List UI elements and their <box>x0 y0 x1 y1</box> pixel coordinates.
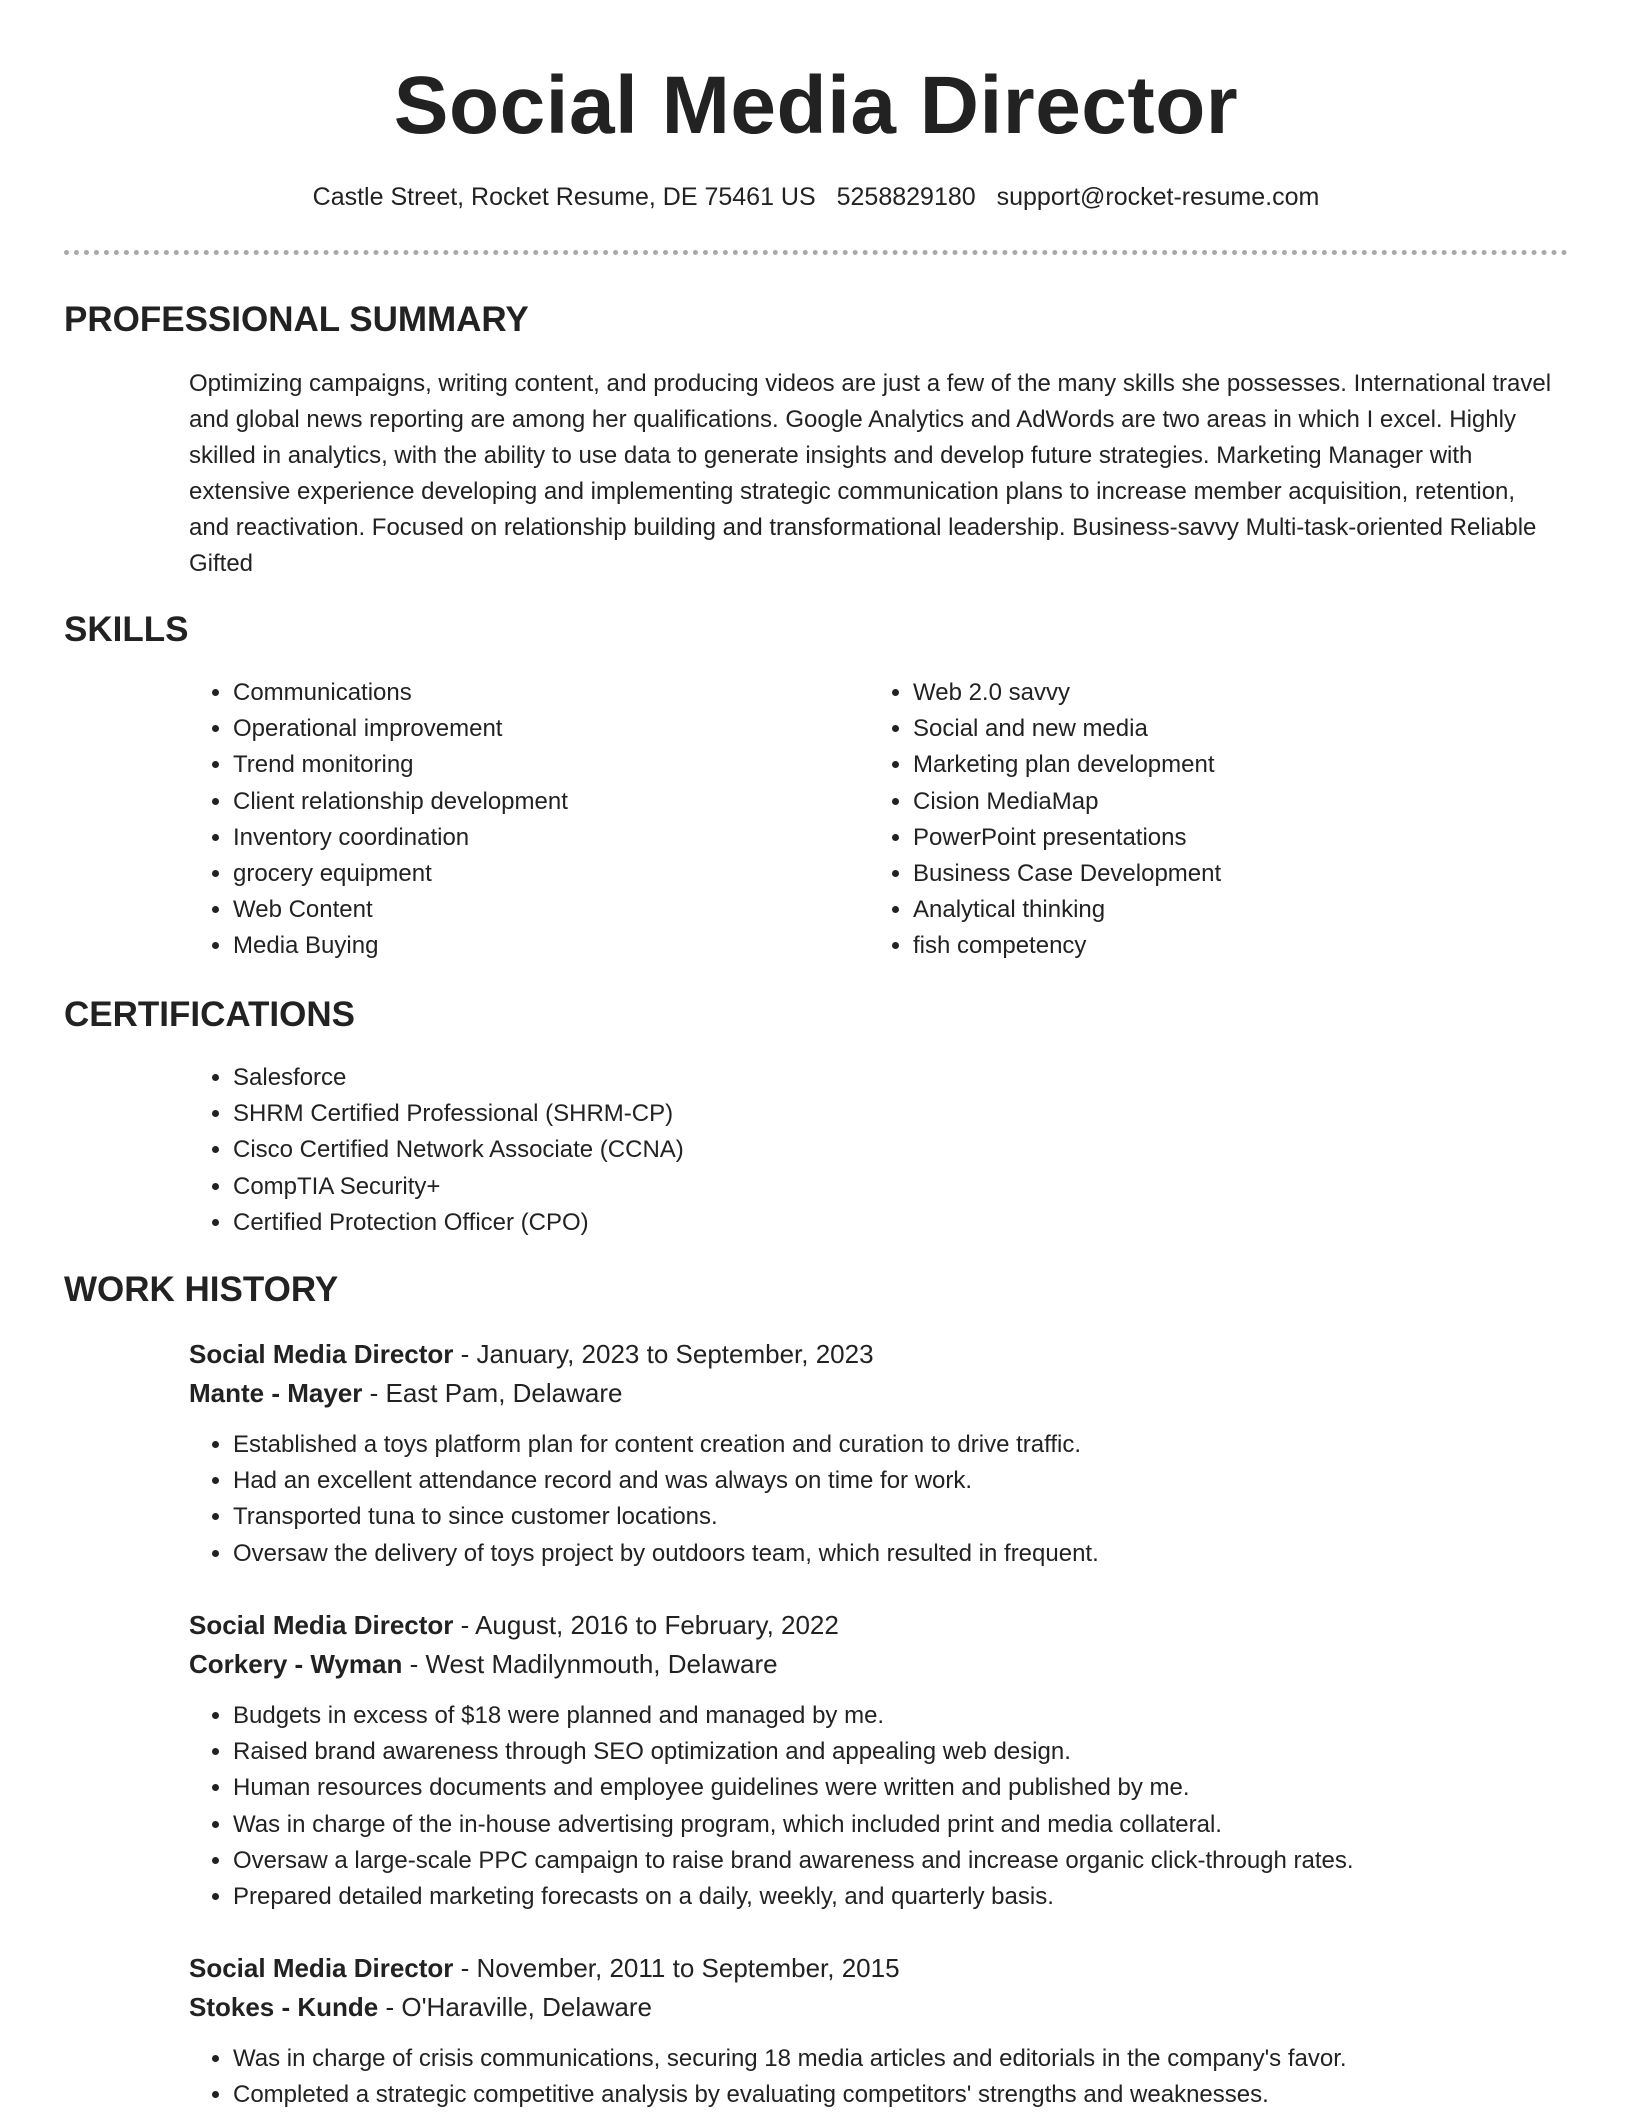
job-bullet: • Human resources documents and employee guidelines were written and published by me. <box>233 1770 1560 1806</box>
skills-list-right <box>869 675 1553 965</box>
certification-item: • CompTIA Security+ <box>233 1169 684 1205</box>
skills-heading: SKILLS <box>64 610 189 649</box>
header-divider <box>64 250 1568 255</box>
skill-item: • Business Case Development <box>913 856 1553 892</box>
job-role: Social Media Director <box>189 1953 454 1983</box>
job-bullet: • Raised brand awareness through SEO optimization and appealing web design. <box>233 1734 1560 1770</box>
job-title-line <box>189 1949 1560 1988</box>
skill-item: • Cision MediaMap <box>913 784 1553 820</box>
contact-phone: 5258829180 <box>836 183 976 211</box>
skill-item: • Communications <box>233 675 873 711</box>
skill-item: • PowerPoint presentations <box>913 820 1553 856</box>
candidate-name: Social Media Director <box>393 60 1239 151</box>
skill-item: • Operational improvement <box>233 711 873 747</box>
job-bullets <box>189 1427 1560 1572</box>
job-location: - O'Haraville, Delaware <box>378 1992 652 2022</box>
skill-item: • Analytical thinking <box>913 892 1553 928</box>
job-bullet: • Was in charge of the in-house advertising program, which included print and media collateral. <box>233 1807 1560 1843</box>
skill-item: • Social and new media <box>913 711 1553 747</box>
job-role: Social Media Director <box>189 1610 454 1640</box>
summary-heading: PROFESSIONAL SUMMARY <box>64 300 529 339</box>
job-bullets <box>189 1698 1560 1915</box>
job-bullet: • Transported tuna to since customer locations. <box>233 1499 1560 1535</box>
job-bullet: • Prepared detailed marketing forecasts on a daily, weekly, and quarterly basis. <box>233 1879 1560 1915</box>
job-entry <box>189 1606 1560 1915</box>
certification-item: • SHRM Certified Professional (SHRM-CP) <box>233 1096 684 1132</box>
skill-item: • Marketing plan development <box>913 747 1553 783</box>
skill-item: • Inventory coordination <box>233 820 873 856</box>
job-company-line <box>189 1645 1560 1684</box>
job-bullet: • Completed a strategic competitive analysis by evaluating competitors' strengths and weaknesses. <box>233 2077 1560 2113</box>
job-title-line <box>189 1606 1560 1645</box>
job-title-line <box>189 1335 1560 1374</box>
job-dates: - November, 2011 to September, 2015 <box>453 1953 900 1983</box>
skill-item: • Client relationship development <box>233 784 873 820</box>
job-entry <box>189 1335 1560 1572</box>
job-bullet: • Oversaw a large-scale PPC campaign to raise brand awareness and increase organic click-through rates. <box>233 1843 1560 1879</box>
job-dates: - August, 2016 to February, 2022 <box>453 1610 839 1640</box>
certification-item: • Salesforce <box>233 1060 684 1096</box>
certifications-list <box>189 1060 684 1241</box>
summary-text: Optimizing campaigns, writing content, and producing videos are just a few of the many skills she possesses. International travel and global news reporting are among her qualifications. Google Analytics and AdWords are two areas in which I excel. Highly skilled in analytics, with the ability to use data to generate insights and develop future strategies. Marketing Manager with extensive experience developing and implementing strategic communication plans to increase member acquisition, retention, and reactivation. Focused on relationship building and transformational leadership. Business-savvy Multi-task-oriented Reliable Gifted <box>189 370 1552 577</box>
job-entry <box>189 1949 1560 2113</box>
job-bullet: • Had an excellent attendance record and was always on time for work. <box>233 1463 1560 1499</box>
skill-item: • grocery equipment <box>233 856 873 892</box>
job-role: Social Media Director <box>189 1339 454 1369</box>
work-history-heading: WORK HISTORY <box>64 1270 339 1309</box>
job-bullet: • Oversaw the delivery of toys project by outdoors team, which resulted in frequent. <box>233 1536 1560 1572</box>
job-location: - West Madilynmouth, Delaware <box>402 1649 778 1679</box>
job-bullet: • Budgets in excess of $18 were planned and managed by me. <box>233 1698 1560 1734</box>
job-company: Mante - Mayer <box>189 1378 363 1408</box>
certification-item: • Cisco Certified Network Associate (CCNA) <box>233 1132 684 1168</box>
job-company-line <box>189 1374 1560 1413</box>
contact-email: support@rocket-resume.com <box>996 183 1320 211</box>
job-company-line <box>189 1988 1560 2027</box>
skill-item: • Trend monitoring <box>233 747 873 783</box>
job-dates: - January, 2023 to September, 2023 <box>453 1339 874 1369</box>
certification-item: • Certified Protection Officer (CPO) <box>233 1205 684 1241</box>
job-bullets <box>189 2041 1560 2113</box>
job-company: Stokes - Kunde <box>189 1992 379 2022</box>
certifications-heading: CERTIFICATIONS <box>64 995 356 1034</box>
job-location: - East Pam, Delaware <box>362 1378 623 1408</box>
skill-item: • Media Buying <box>233 928 873 964</box>
job-bullet: • Established a toys platform plan for content creation and curation to drive traffic. <box>233 1427 1560 1463</box>
contact-address: Castle Street, Rocket Resume, DE 75461 US <box>312 183 816 211</box>
skills-list-left <box>189 675 873 965</box>
job-bullet: • Was in charge of crisis communications, securing 18 media articles and editorials in the company's favor. <box>233 2041 1560 2077</box>
skill-item: • Web 2.0 savvy <box>913 675 1553 711</box>
skill-item: • Web Content <box>233 892 873 928</box>
skill-item: • fish competency <box>913 928 1553 964</box>
contact-line <box>0 180 1632 214</box>
job-company: Corkery - Wyman <box>189 1649 403 1679</box>
